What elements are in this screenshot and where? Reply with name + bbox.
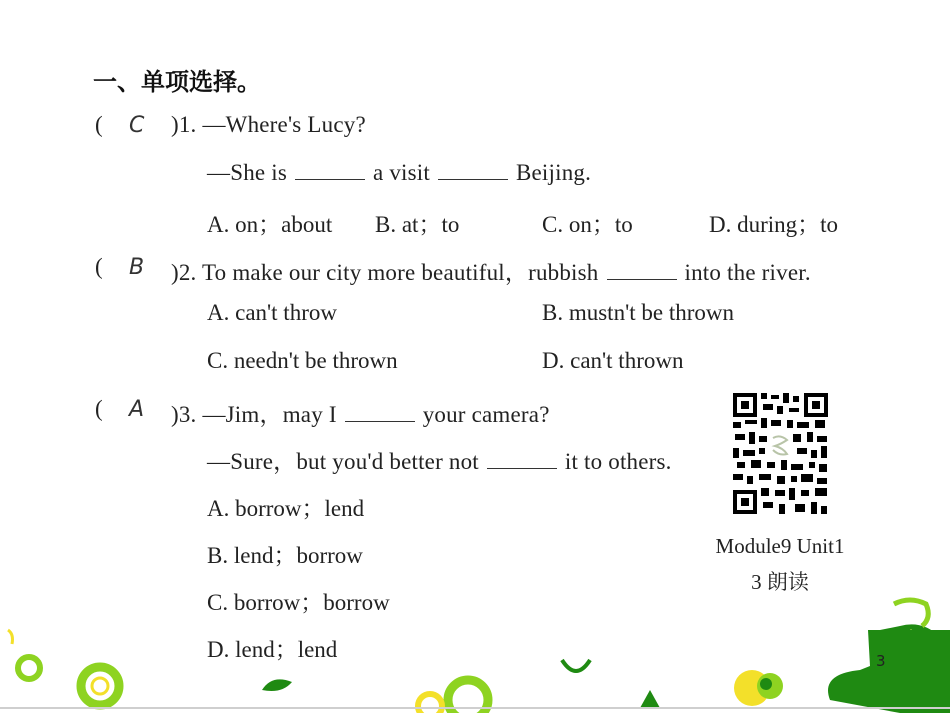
ring-decoration	[81, 667, 119, 705]
section-title: 一、单项选择。	[93, 68, 261, 96]
question-2-text-a: 2. To make our city more beautiful，rubbish	[178, 260, 599, 285]
question-1-option-b: B. at；to	[375, 212, 460, 237]
question-1-line2-b: a visit	[373, 160, 430, 185]
qr-caption-line1: Module9 Unit1	[715, 534, 845, 558]
question-3-text-a: 3. —Jim，may I	[178, 402, 337, 427]
answer-bracket-open: (	[95, 112, 103, 137]
answer-1: C	[129, 113, 145, 138]
question-1-text: 1. —Where's Lucy?	[178, 112, 366, 137]
answer-bracket-open: (	[95, 396, 103, 421]
blank	[607, 261, 677, 280]
page-number: 3	[876, 652, 886, 670]
question-1-line2	[207, 160, 591, 186]
question-3-option-c: C. borrow；borrow	[207, 590, 390, 615]
decorative-footer	[0, 590, 950, 713]
question-1-line2-a: —She is	[207, 160, 287, 185]
question-1-option-d: D. during；to	[709, 212, 839, 237]
blank	[487, 450, 557, 469]
question-2-option-b: B. mustn't be thrown	[542, 300, 734, 325]
question-3-line2-b: it to others.	[564, 449, 672, 474]
question-3-stem: )3. —Jim，may I your camera?	[171, 402, 550, 427]
question-1-option-a: A. on；about	[207, 212, 333, 237]
question-3-text-b: your camera?	[422, 402, 550, 427]
question-1-option-c: C. on；to	[542, 212, 633, 237]
bottom-divider	[0, 707, 950, 709]
question-2-text-b: into the river.	[684, 260, 811, 285]
blank	[295, 161, 365, 180]
leaf-decoration	[262, 679, 292, 691]
question-2-option-a: A. can't throw	[207, 300, 337, 325]
question-3-option-b: B. lend；borrow	[207, 543, 363, 568]
qr-caption-line2: 3 朗读	[751, 570, 809, 594]
question-3-line2	[207, 443, 672, 476]
question-3-option-a: A. borrow；lend	[207, 496, 365, 521]
answer-bracket-open: (	[95, 254, 103, 279]
qr-code-image[interactable]	[731, 390, 830, 518]
answer-3: A	[129, 397, 145, 422]
question-3-line2-a: —Sure，but you'd better not	[207, 449, 479, 474]
question-2-option-d: D. can't thrown	[542, 348, 684, 373]
question-1-stem: )1. —Where's Lucy?	[171, 112, 366, 137]
ring-decoration	[18, 657, 40, 679]
blank	[345, 403, 415, 422]
question-3-option-d: D. lend；lend	[207, 637, 338, 662]
blank	[438, 161, 508, 180]
answer-2: B	[129, 255, 145, 280]
question-1-line2-c: Beijing.	[515, 160, 592, 185]
question-2-option-c: C. needn't be thrown	[207, 348, 398, 373]
question-2-stem: )2. To make our city more beautiful，rubbish into the river.	[171, 260, 811, 285]
